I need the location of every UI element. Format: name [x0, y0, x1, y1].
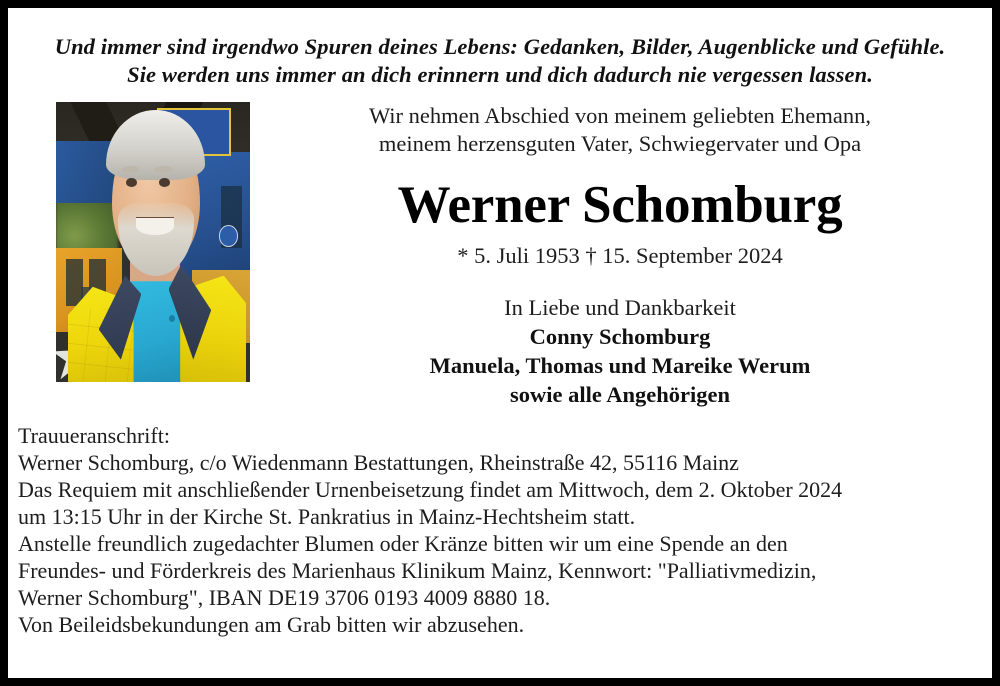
mourning-address: Werner Schomburg, c/o Wiedenmann Bestattungen, Rheinstraße 42, 55116 Mainz — [18, 450, 739, 475]
memorial-verse-line-2: Sie werden uns immer an dich erinnern und dich dadurch nie vergessen lassen. — [127, 62, 873, 87]
photo-background-round-badge — [219, 225, 238, 247]
memorial-verse-line-1: Und immer sind irgendwo Spuren deines Lebens: Gedanken, Bilder, Augenblicke und Gefühle. — [54, 34, 946, 59]
deceased-name: Werner Schomburg — [397, 176, 843, 234]
photo-person-eye-left — [126, 178, 138, 187]
life-dates: * 5. Juli 1953 † 15. September 2024 — [457, 243, 783, 268]
donation-details-line-1: Anstelle freundlich zugedachter Blumen oder Kränze bitten wir um eine Spende an den — [18, 531, 788, 556]
family-name-1: Conny Schomburg — [529, 324, 711, 349]
mourning-address-label: Trauueranschrift: — [18, 423, 170, 448]
family-name-2: Manuela, Thomas und Mareike Werum — [429, 353, 811, 378]
donation-details-line-3: Werner Schomburg", IBAN DE19 3706 0193 4009 8880 18. — [18, 585, 551, 610]
donation-details-line-2: Freundes- und Förderkreis des Marienhaus Klinikum Mainz, Kennwort: "Palliativmedizin, — [18, 558, 817, 583]
photo-person-eyebrow-right — [155, 166, 172, 172]
funeral-details-section — [18, 420, 992, 638]
family-name-3: sowie alle Angehörigen — [510, 382, 730, 407]
portrait-photo-of-deceased — [56, 102, 250, 382]
farewell-line-1: Wir nehmen Abschied von meinem geliebten Ehemann, — [368, 103, 872, 128]
photo-person-eye-right — [159, 178, 171, 187]
photo-person-smile — [136, 217, 175, 235]
service-details-line-1: Das Requiem mit anschließender Urnenbeisetzung findet am Mittwoch, dem 2. Oktober 2024 — [18, 477, 843, 502]
service-details-line-2: um 13:15 Uhr in der Kirche St. Pankratius in Mainz-Hechtsheim statt. — [18, 504, 636, 529]
thanks-label: In Liebe und Dankbarkeit — [504, 295, 736, 320]
farewell-line-2: meinem herzensguten Vater, Schwiegervater und Opa — [378, 131, 862, 156]
closing-note: Von Beileidsbekundungen am Grab bitten wir abzusehen. — [18, 612, 525, 637]
portrait-and-announcement-section — [8, 102, 992, 420]
announcement-column — [258, 102, 982, 409]
photo-background-tram-blue-left — [56, 141, 114, 203]
photo-person-eyebrow-left — [122, 166, 139, 172]
